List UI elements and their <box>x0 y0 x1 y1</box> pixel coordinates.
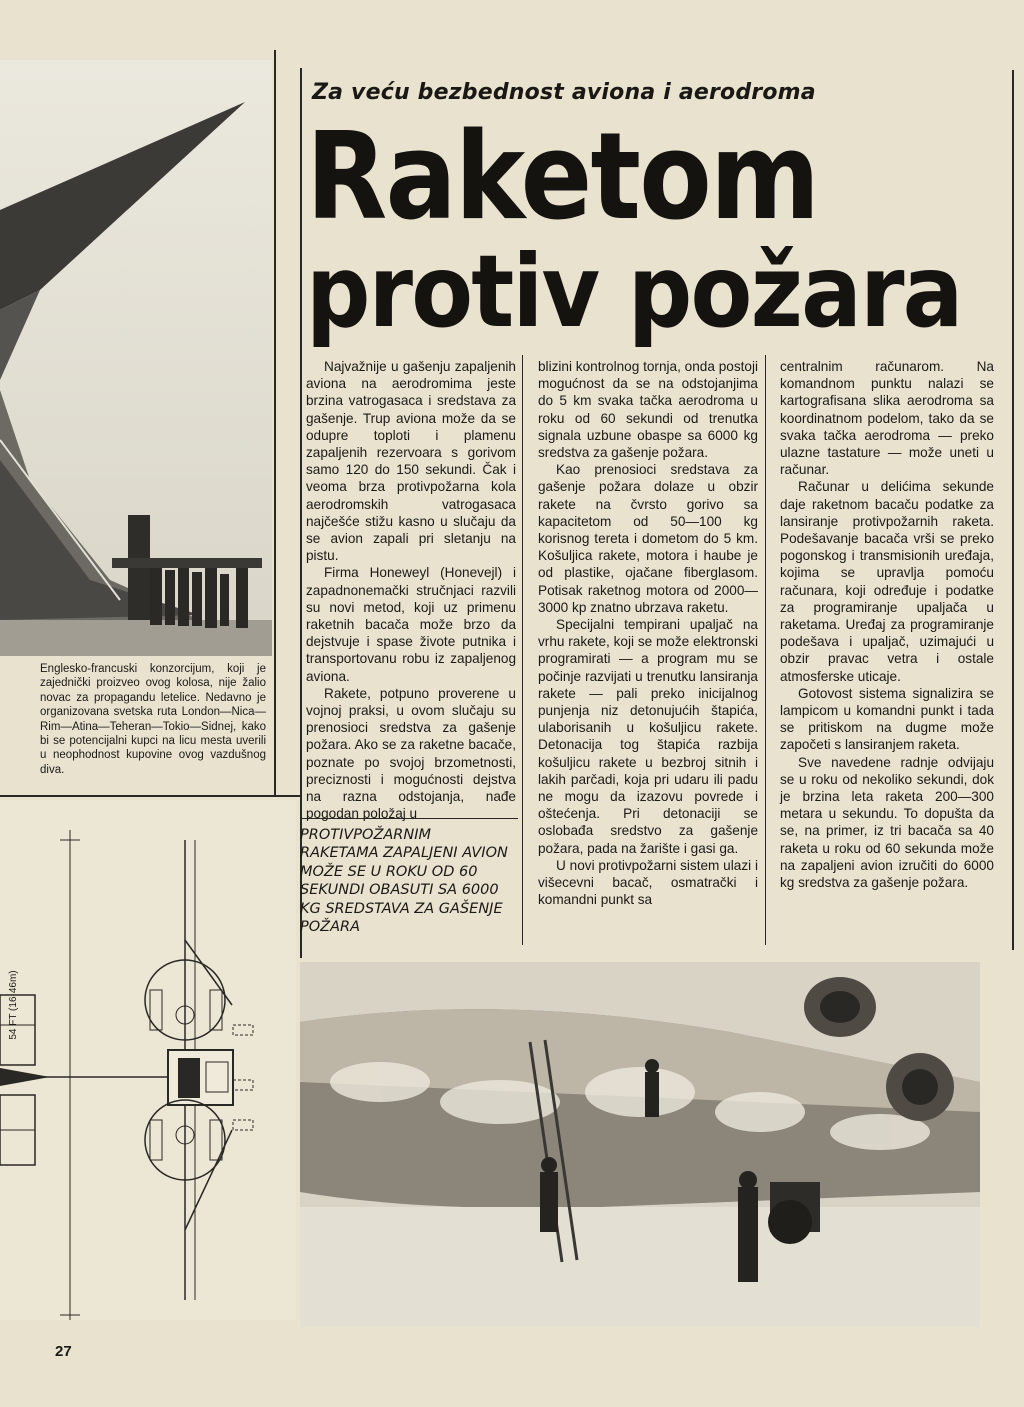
paragraph: Specijalni tempirani upaljač na vrhu rakete, koji se može elektronski programirati — a program mu se počinje razvijati u trenutku lansiranja rakete — pali preko inicijalnog punjenja niz detonujućih štapića, ulaborisanih u košuljicu rakete. Detonacija tog štapića razbija košuljicu rakete u bezbroj sitnih i lakih parčadi, koja pri udaru ili padu ne mogu da izazovu povrede i oštećenja. Pri detonaciji se oslobađa sredstvo za gašenje požara, pada na žarište i gasi ga. <box>538 617 758 856</box>
paragraph: Kao prenosioci sredstava za gašenje požara dolaze u obzir rakete na čvrsto gorivo sa kapacitetom od 50—100 kg korisnog tereta i dometom do 5 km. Košuljica rakete, motora i haube je od plastike, ojačane fiberglasom. Potisak raketnog motora od 2000—3000 kp znatno ubrzava raketu. <box>538 462 758 615</box>
concorde-illustration <box>0 60 272 656</box>
paragraph: Najvažnije u gašenju zapaljenih aviona na aerodromima jeste brzina vatrogasaca i sredstava za gašenje. Trup aviona može da se odupre toploti i plamenu zapaljenih rezervoara s gorivom samo 120 do 150 sekundi. Čak i veoma brza protivpožarna kola aerodromskih vatrogasaca najčešće stižu kasno u slučaju da se avion zapali pri sletanju na pistu. <box>306 359 516 564</box>
photo-caption: Englesko-francuski konzorcijum, koji je zajednički proizveo ovog kolosa, nije žalio novac za propagandu letelice. Nedavno je organizovana svetska ruta London—Nica—Rim—Atina—Teheran—Tokio—Sidnej, kako bi se potencijalni kupci na licu mesta uverili u neophodnost kupovine ovog vazdušnog diva. <box>40 663 266 776</box>
article-column-2 <box>538 358 758 909</box>
page-number: 27 <box>55 1343 72 1360</box>
paragraph: Računar u delićima sekunde daje raketnom bacaču podatke za lansiranje protivpožarnih raketa. Podešavanje bacača vrši se preko pogonskog i transmisionih uređaja, kojima se upravlja pomoću računara, koji određuje i podatke za programiranje upaljača u raketama. Uređaj za programiranje podešava i upaljač, uzimajući u obzir pravac vetra i ostale atmosferske uticaje. <box>780 479 994 684</box>
paragraph: Firma Honeweyl (Honevejl) i zapadnonemački stručnjaci razvili su novi metod, koji uz primenu raketnih bacača može brzo da dejstvuje i spase živote putnika i transportovanu robu iz zapaljenog aviona. <box>306 565 516 684</box>
section-rule-top <box>0 795 300 797</box>
rocket-launcher-schematic <box>0 800 296 1320</box>
pull-quote: PROTIVPOŽARNIM RAKETAMA ZAPALJENI AVION MOŽE SE U ROKU OD 60 SEKUNDI OBASUTI SA 6000 KG SREDSTAVA ZA GAŠENJE POŽARA <box>300 827 508 936</box>
article-column-3 <box>780 358 994 891</box>
paragraph: Rakete, potpuno proverene u vojnoj praksi, u ovom slučaju su prenosioci sredstva za gašenje požara. Ako se za raketne bacače, poznate po svojoj brzometnosti, preciznosti i mogućnosti dejstva na razna odstojanja, nađe pogodan položaj u <box>306 685 516 822</box>
paragraph: blizini kontrolnog tornja, onda postoji mogućnost da se na odstojanjima do 5 km svaka tačka aerodroma u roku od 60 sekundi od trenutka signala uzbune obaspe sa 6000 kg sredstva za gašenje požara. <box>538 359 758 461</box>
aircraft-diagram <box>0 800 296 1320</box>
paragraph: Sve navedene radnje odvijaju se u roku od nekoliko sekundi, dok je brzina leta raketa 200—300 metara u sekundu. To dopušta da se, na primer, iz tri bacača sa 40 raketa u roku od 60 sekunda može na zapaljeni avion izručiti do 6000 kg sredstva za gašenje požara. <box>780 754 994 891</box>
paragraph: centralnim računarom. Na komandnom punktu nalazi se kartografisana slika aerodroma sa koordinatnom podelom, tako da se svaka tačka aerodroma — preko ulazne tastature — može uneti u računar. <box>780 359 994 478</box>
article-column-1 <box>306 358 516 822</box>
title-line-1: Raketom <box>306 108 819 247</box>
firefighting-scene <box>300 962 980 1327</box>
diagram-dimension-label: 54 FT (16·46m) <box>8 970 19 1040</box>
foam-covered-aircraft-photo <box>300 962 980 1327</box>
column-rule-right <box>1012 70 1014 950</box>
paragraph: Gotovost sistema signalizira se lampicom u komandni punkt i tada se pritiskom na dugme može započeti s lansiranjem raketa. <box>780 685 994 753</box>
title-line-2: protiv požara <box>306 233 962 350</box>
paragraph: U novi protivpožarni sistem ulazi i višecevni bacač, osmatrački i komandni punkt sa <box>538 857 758 908</box>
concorde-photo <box>0 60 272 656</box>
column-rule-2 <box>522 355 523 945</box>
column-rule-3 <box>765 355 766 945</box>
kicker-headline: Za veću bezbednost aviona i aerodroma <box>312 80 816 105</box>
column-rule-main <box>300 68 302 958</box>
column-rule-left <box>274 50 276 795</box>
